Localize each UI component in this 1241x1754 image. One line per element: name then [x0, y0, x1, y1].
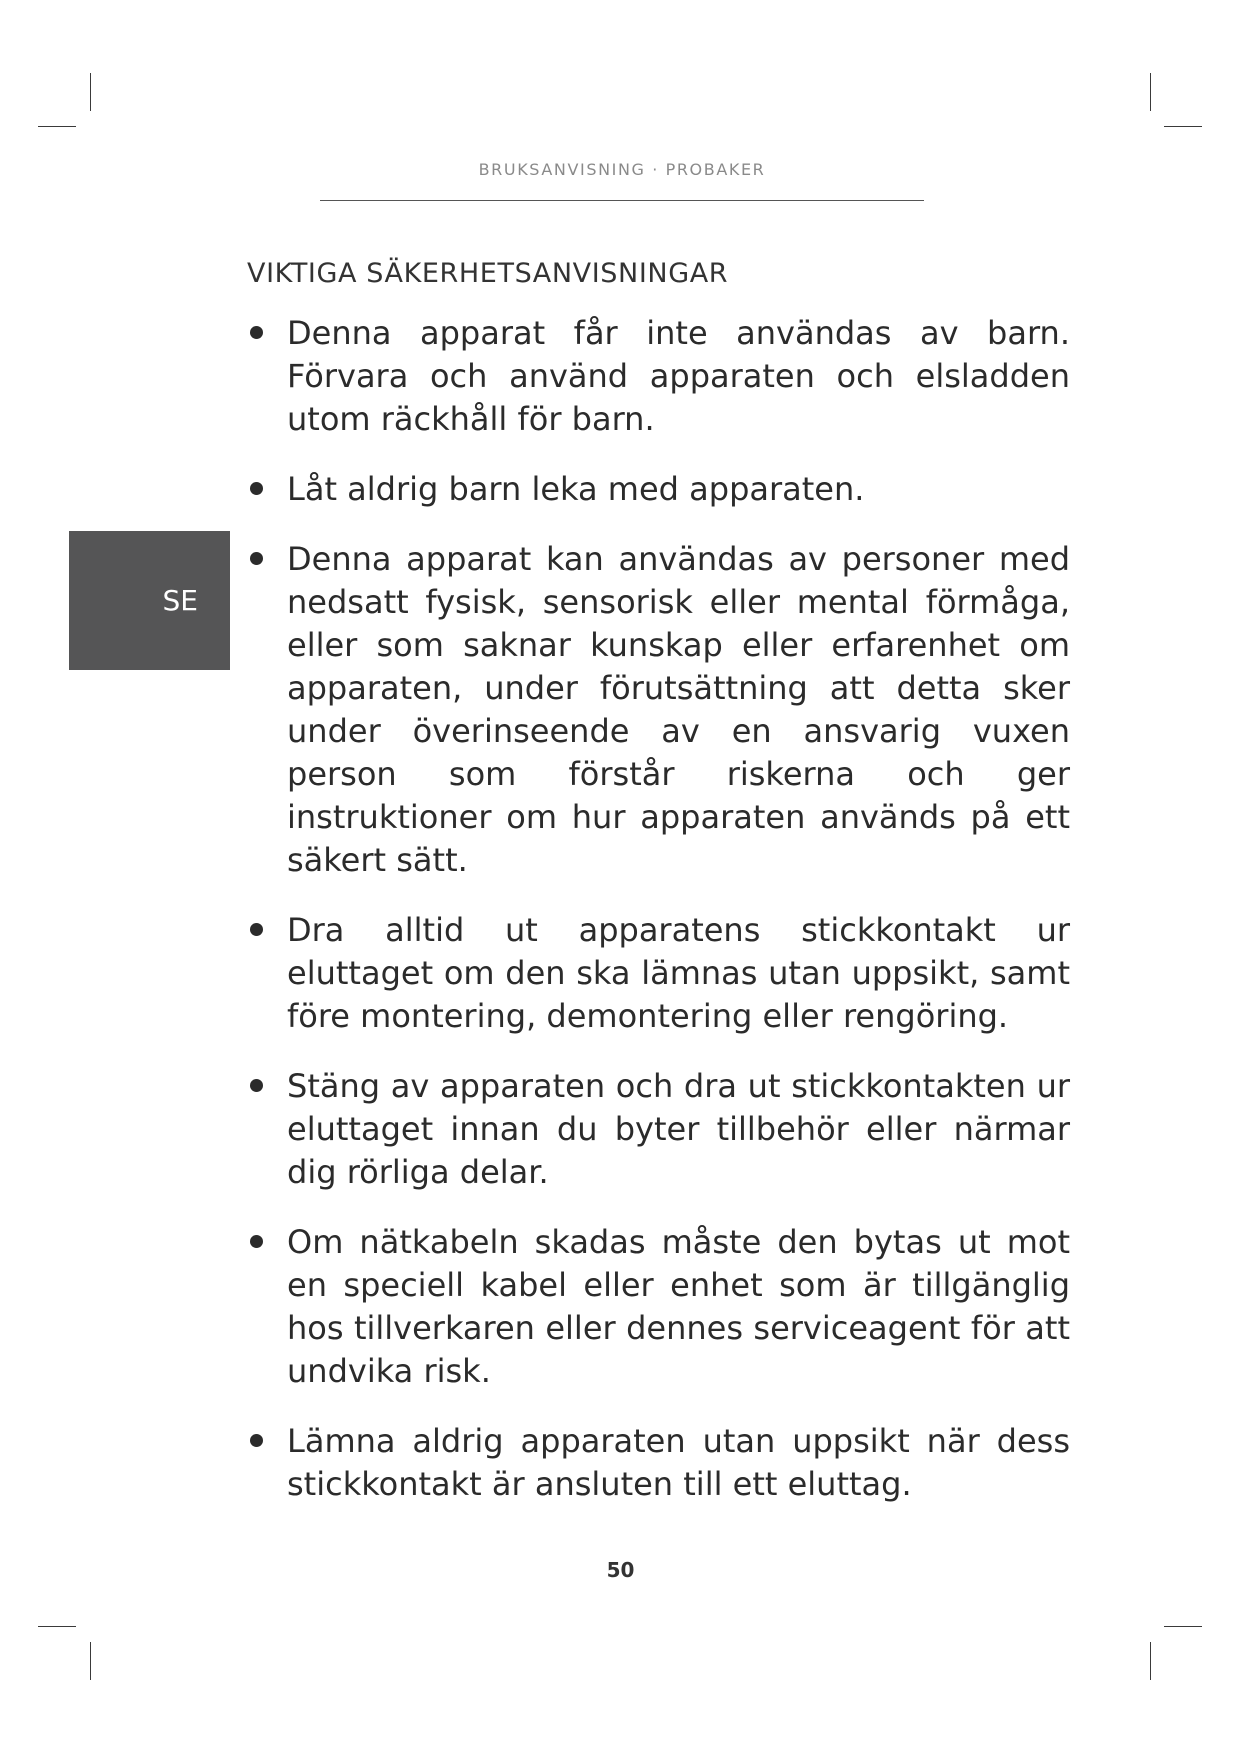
list-item	[247, 468, 1070, 511]
crop-mark-bottom-left-vertical	[90, 1642, 91, 1680]
list-item	[247, 1065, 1070, 1194]
bullet-icon	[250, 1434, 263, 1447]
language-tab-label: SE	[162, 584, 198, 617]
crop-mark-top-left-vertical	[90, 73, 91, 111]
list-item-text: Lämna aldrig apparaten utan uppsikt när dess stickkontakt är ansluten till ett eluttag.	[287, 1422, 1070, 1503]
crop-mark-top-right-horizontal	[1164, 126, 1202, 127]
language-tab	[69, 531, 230, 670]
crop-mark-bottom-right-horizontal	[1164, 1626, 1202, 1627]
running-header: BRUKSANVISNING · PROBAKER	[478, 160, 766, 179]
list-item-text: Dra alltid ut apparatens stickkontakt ur eluttaget om den ska lämnas utan uppsikt, samt före montering, demontering eller rengöring.	[287, 911, 1070, 1035]
list-item	[247, 538, 1070, 882]
list-item	[247, 1420, 1070, 1506]
list-item-text: Om nätkabeln skadas måste den bytas ut mot en speciell kabel eller enhet som är tillgänglig hos tillverkaren eller dennes serviceagent för att undvika risk.	[287, 1223, 1070, 1390]
page-number: 50	[606, 1558, 635, 1582]
crop-mark-bottom-left-horizontal	[38, 1626, 76, 1627]
list-item-text: Stäng av apparaten och dra ut stickkontakten ur eluttaget innan du byter tillbehör eller närmar dig rörliga delar.	[287, 1067, 1070, 1191]
list-item-text: Denna apparat får inte användas av barn. Förvara och använd apparaten och elsladden utom räckhåll för barn.	[287, 314, 1070, 438]
bullet-icon	[250, 1079, 263, 1092]
list-item-text: Låt aldrig barn leka med apparaten.	[287, 470, 865, 508]
crop-mark-bottom-right-vertical	[1150, 1642, 1151, 1680]
crop-mark-top-left-horizontal	[38, 126, 76, 127]
bullet-icon	[250, 1235, 263, 1248]
crop-mark-top-right-vertical	[1150, 73, 1151, 111]
header-divider	[320, 200, 924, 201]
bullet-icon	[250, 923, 263, 936]
safety-instructions-list	[247, 312, 1070, 1533]
list-item	[247, 909, 1070, 1038]
list-item	[247, 312, 1070, 441]
bullet-icon	[250, 326, 263, 339]
bullet-icon	[250, 552, 263, 565]
bullet-icon	[250, 482, 263, 495]
list-item	[247, 1221, 1070, 1393]
list-item-text: Denna apparat kan användas av personer med nedsatt fysisk, sensorisk eller mental förmåga, eller som saknar kunskap eller erfarenhet om apparaten, under förutsättning att detta sker under överinseende av en ansvarig vuxen person som förstår riskerna och ger instruktioner om hur apparaten används på ett säkert sätt.	[287, 540, 1070, 879]
section-title: VIKTIGA SÄKERHETSANVISNINGAR	[247, 258, 729, 289]
